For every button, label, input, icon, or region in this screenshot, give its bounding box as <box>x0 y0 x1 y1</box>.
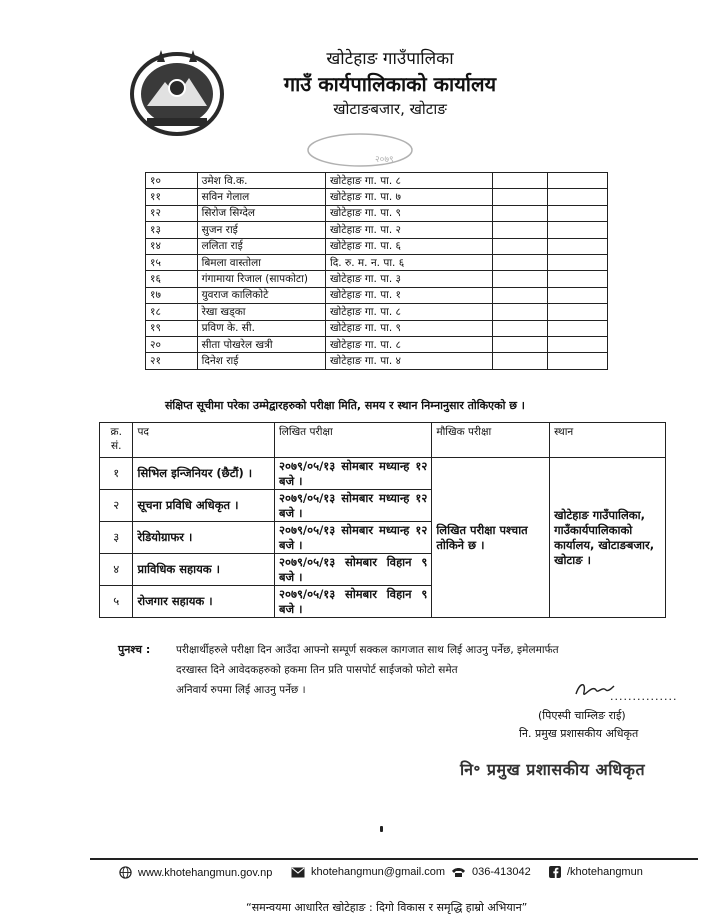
serial-number-cell: १६ <box>146 271 198 287</box>
candidate-name-cell: बिमला वास्तोला <box>197 254 325 270</box>
written-exam-cell: २०७९/०५/१३ सोमबार मध्यान्ह १२ बजे । <box>275 458 432 490</box>
footer-website[interactable] <box>119 866 272 879</box>
header-post: पद <box>133 423 275 458</box>
serial-number-cell: १३ <box>146 222 198 238</box>
empty-cell <box>548 304 608 320</box>
empty-cell <box>492 353 548 369</box>
candidate-name-cell: ललिता राई <box>197 238 325 254</box>
office-name: गाउँ कार्यपालिकाको कार्यालय <box>283 72 497 96</box>
letterhead <box>240 48 540 120</box>
candidate-name-cell: सुजन राई <box>197 222 325 238</box>
svg-text:२०७९: २०७९ <box>375 155 394 165</box>
table-header-row <box>100 423 666 458</box>
candidate-address-cell: खोटेहाङ गा. पा. ८ <box>325 336 492 352</box>
candidate-address-cell: खोटेहाङ गा. पा. ९ <box>325 320 492 336</box>
candidate-name-cell: रेखा खड्का <box>197 304 325 320</box>
candidate-list-table <box>145 172 608 370</box>
office-address: खोटाङबजार, खोटाङ <box>333 100 447 118</box>
candidate-address-cell: खोटेहाङ गा. पा. ६ <box>325 238 492 254</box>
exam-place-cell: खोटेहाङ गाउँपालिका, गाउँकार्यपालिकाको कार्यालय, खोटाङबजार, खोटाङ । <box>550 458 666 618</box>
candidate-name-cell: दिनेश राई <box>197 353 325 369</box>
candidate-address-cell: खोटेहाङ गा. पा. ८ <box>325 173 492 189</box>
header-place: स्थान <box>550 423 666 458</box>
empty-cell <box>492 336 548 352</box>
serial-number-cell: १९ <box>146 320 198 336</box>
footer-facebook[interactable] <box>549 866 643 878</box>
empty-cell <box>548 254 608 270</box>
empty-cell <box>492 304 548 320</box>
written-exam-cell: २०७९/०५/१३ सोमबार मध्यान्ह १२ बजे । <box>275 490 432 522</box>
serial-number-cell: २० <box>146 336 198 352</box>
header-written-exam: लिखित परीक्षा <box>275 423 432 458</box>
postscript-line: दरखास्त दिने आवेदकहरुको हकमा तिन प्रति पासपोर्ट साईजको फोटो समेत <box>176 664 458 676</box>
candidate-address-cell: खोटेहाङ गा. पा. ८ <box>325 304 492 320</box>
post-name-cell: सिभिल इन्जिनियर (छैटौं) । <box>133 458 275 490</box>
empty-cell <box>548 205 608 221</box>
candidate-name-cell: युवराज कालिकोटे <box>197 287 325 303</box>
serial-number-cell: १७ <box>146 287 198 303</box>
empty-cell <box>548 238 608 254</box>
exam-schedule-notice: संक्षिप्त सूचीमा परेका उम्मेद्वारहरुको परीक्षा मिति, समय र स्थान निम्नानुसार तोकिएको छ । <box>165 399 525 412</box>
table-row <box>146 254 608 270</box>
signature-line: ............... <box>610 690 678 703</box>
empty-cell <box>548 287 608 303</box>
post-name-cell: सूचना प्रविधि अधिकृत । <box>133 490 275 522</box>
empty-cell <box>492 205 548 221</box>
serial-number-cell: १० <box>146 173 198 189</box>
table-row <box>146 189 608 205</box>
candidate-name-cell: सिरोज सिग्देल <box>197 205 325 221</box>
serial-number-cell: १८ <box>146 304 198 320</box>
empty-cell <box>492 189 548 205</box>
exam-schedule-table <box>99 422 666 618</box>
footer-slogan: “समन्वयमा आधारित खोटेहाङ : दिगो विकास र समृद्धि हाम्रो अभियान” <box>246 901 528 914</box>
ink-mark <box>380 826 383 832</box>
oral-exam-cell: लिखित परीक्षा पश्चात तोकिने छ । <box>432 458 550 618</box>
empty-cell <box>492 222 548 238</box>
table-row <box>100 458 666 490</box>
serial-number-cell: १५ <box>146 254 198 270</box>
header-serial: क्र. सं. <box>100 423 133 458</box>
postscript-line: अनिवार्य रुपमा लिई आउनु पर्नेछ । <box>176 684 306 696</box>
table-row <box>146 320 608 336</box>
telephone-icon <box>451 867 466 878</box>
footer-email[interactable] <box>291 866 445 878</box>
serial-number-cell: ११ <box>146 189 198 205</box>
candidate-address-cell: खोटेहाङ गा. पा. ९ <box>325 205 492 221</box>
serial-number-cell: २ <box>100 490 133 522</box>
serial-number-cell: १ <box>100 458 133 490</box>
facebook-handle[interactable]: /khotehangmun <box>567 866 643 878</box>
candidate-address-cell: खोटेहाङ गा. पा. ७ <box>325 189 492 205</box>
table-row <box>146 304 608 320</box>
footer-phone[interactable] <box>451 866 531 878</box>
empty-cell <box>492 173 548 189</box>
empty-cell <box>548 336 608 352</box>
serial-number-cell: २१ <box>146 353 198 369</box>
envelope-icon <box>291 867 305 878</box>
table-row <box>146 287 608 303</box>
postscript-label: पुनश्च : <box>118 643 151 656</box>
table-row <box>146 336 608 352</box>
table-row <box>146 238 608 254</box>
candidate-address-cell: दि. रु. म. न. पा. ६ <box>325 254 492 270</box>
globe-icon <box>119 866 132 879</box>
candidate-name-cell: सविन गेलाल <box>197 189 325 205</box>
empty-cell <box>548 173 608 189</box>
empty-cell <box>548 222 608 238</box>
post-name-cell: रोजगार सहायक । <box>133 586 275 618</box>
serial-number-cell: ४ <box>100 554 133 586</box>
empty-cell <box>548 189 608 205</box>
office-stamp-icon <box>305 132 415 168</box>
candidate-address-cell: खोटेहाङ गा. पा. ४ <box>325 353 492 369</box>
table-row <box>146 353 608 369</box>
empty-cell <box>492 254 548 270</box>
header-oral-exam: मौखिक परीक्षा <box>432 423 550 458</box>
facebook-icon <box>549 866 561 878</box>
serial-number-cell: १२ <box>146 205 198 221</box>
empty-cell <box>492 271 548 287</box>
candidate-name-cell: गंगामाया रिजाल (सापकोटा) <box>197 271 325 287</box>
empty-cell <box>492 320 548 336</box>
municipality-name: खोटेहाङ गाउँपालिका <box>326 49 454 69</box>
table-row <box>146 173 608 189</box>
candidate-address-cell: खोटेहाङ गा. पा. ३ <box>325 271 492 287</box>
post-name-cell: रेडियोग्राफर । <box>133 522 275 554</box>
empty-cell <box>492 238 548 254</box>
municipality-emblem-icon <box>127 44 227 136</box>
serial-number-cell: ५ <box>100 586 133 618</box>
empty-cell <box>548 320 608 336</box>
written-exam-cell: २०७९/०५/१३ सोमबार मध्यान्ह १२ बजे । <box>275 522 432 554</box>
candidate-name-cell: सीता पोखरेल खत्री <box>197 336 325 352</box>
title-stamp: नि॰ प्रमुख प्रशासकीय अधिकृत <box>460 760 646 779</box>
empty-cell <box>492 287 548 303</box>
serial-number-cell: ३ <box>100 522 133 554</box>
footer-divider <box>90 858 698 860</box>
serial-number-cell: १४ <box>146 238 198 254</box>
table-row <box>146 205 608 221</box>
empty-cell <box>548 271 608 287</box>
empty-cell <box>548 353 608 369</box>
email-link[interactable]: khotehangmun@gmail.com <box>311 866 446 878</box>
written-exam-cell: २०७९/०५/१३ सोमबार विहान ९ बजे । <box>275 554 432 586</box>
candidate-name-cell: उमेश वि.क. <box>197 173 325 189</box>
post-name-cell: प्राविधिक सहायक । <box>133 554 275 586</box>
website-link[interactable]: www.khotehangmun.gov.np <box>138 866 273 879</box>
candidate-name-cell: प्रविण के. सी. <box>197 320 325 336</box>
table-row <box>146 271 608 287</box>
candidate-address-cell: खोटेहाङ गा. पा. १ <box>325 287 492 303</box>
phone-number[interactable]: 036-413042 <box>472 866 531 878</box>
table-row <box>146 222 608 238</box>
written-exam-cell: २०७९/०५/१३ सोमबार विहान ९ बजे । <box>275 586 432 618</box>
candidate-address-cell: खोटेहाङ गा. पा. २ <box>325 222 492 238</box>
postscript-line: परीक्षार्थीहरुले परीक्षा दिन आउँदा आफ्नो सम्पूर्ण सक्कल कागजात साथ लिई आउनु पर्नेछ, इमेलमार्फत <box>176 644 559 656</box>
signatory-name: (पिएस्पी चाम्लिङ राई) <box>538 709 626 722</box>
signatory-title: नि. प्रमुख प्रशासकीय अधिकृत <box>519 727 639 740</box>
